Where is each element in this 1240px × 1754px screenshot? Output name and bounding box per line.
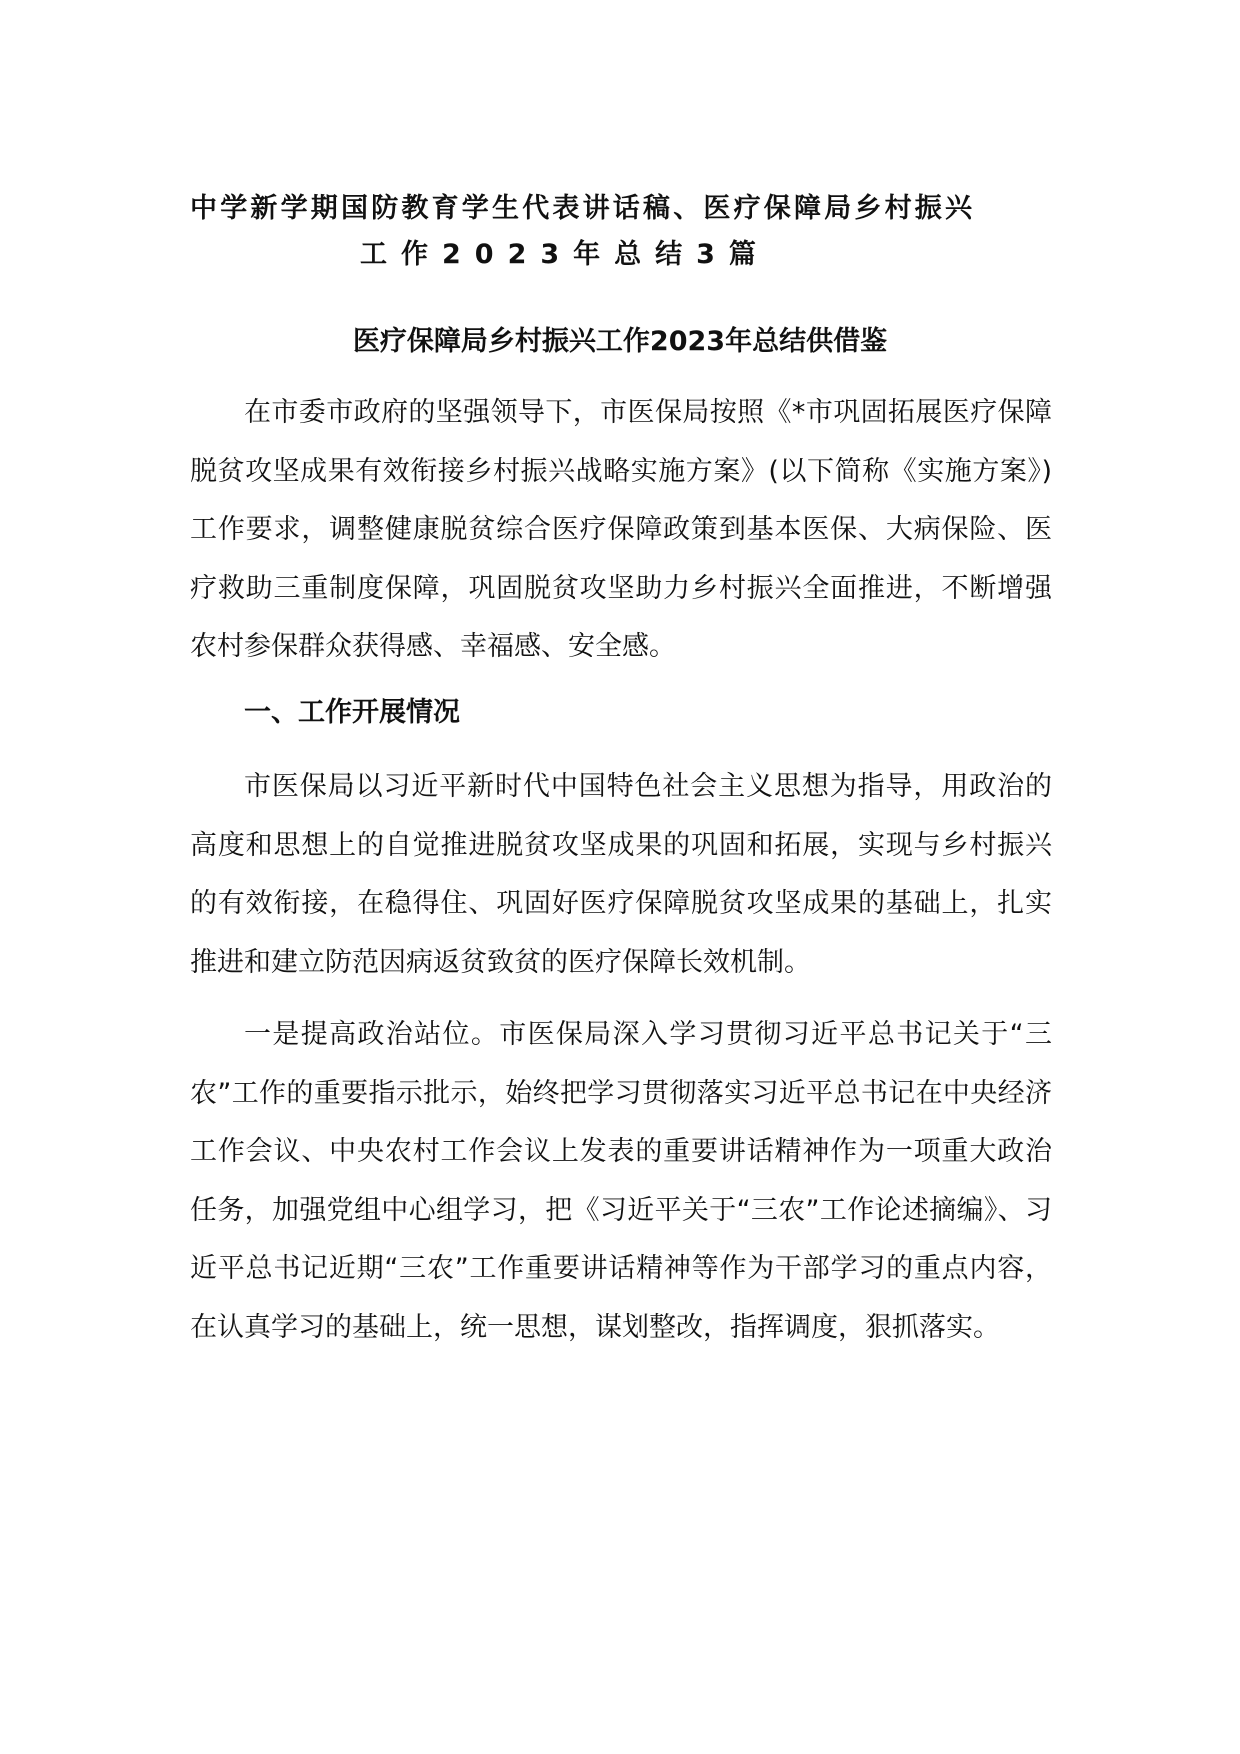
paragraph-political-stance: 一是提高政治站位。市医保局深入学习贯彻习近平总书记关于“三农”工作的重要指示批示，始终把学习贯彻落实习近平总书记在中央经济工作会议、中央农村工作会议上发表的重要讲话精神作为一项重大政治任务，加强党组中心组学习，把《习近平关于“三农”工作论述摘编》、习近平总书记近期“三农”工作重要讲话精神等作为干部学习的重点内容，在认真学习的基础上，统一思想，谋划整改，指挥调度，狠抓落实。 [190, 1019, 1052, 1343]
document-subtitle: 医疗保障局乡村振兴工作2023年总结供借鉴 [352, 326, 888, 357]
document-title-line-2: 工作2023年总结3篇 [360, 239, 770, 270]
section-heading-work-progress: 一、工作开展情况 [244, 697, 460, 728]
paragraph-section-1: 市医保局以习近平新时代中国特色社会主义思想为指导，用政治的高度和思想上的自觉推进脱贫攻坚成果的巩固和拓展，实现与乡村振兴的有效衔接，在稳得住、巩固好医疗保障脱贫攻坚成果的基础上，扎实推进和建立防范因病返贫致贫的医疗保障长效机制。 [190, 771, 1052, 978]
paragraph-intro: 在市委市政府的坚强领导下，市医保局按照《*市巩固拓展医疗保障脱贫攻坚成果有效衔接乡村振兴战略实施方案》(以下简称《实施方案》)工作要求，调整健康脱贫综合医疗保障政策到基本医保、大病保险、医疗救助三重制度保障，巩固脱贫攻坚助力乡村振兴全面推进，不断增强农村参保群众获得感、幸福感、安全感。 [190, 397, 1052, 662]
document-title-line-1: 中学新学期国防教育学生代表讲话稿、医疗保障局乡村振兴 [190, 193, 976, 224]
